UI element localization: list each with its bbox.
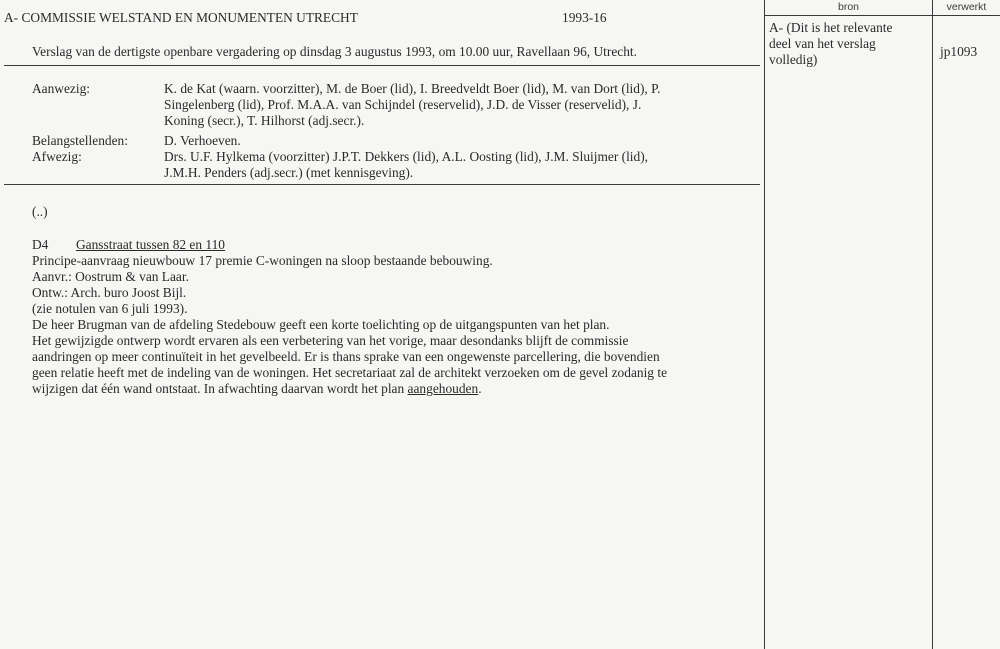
bron-header: bron <box>837 1 859 13</box>
absent-line: J.M.H. Penders (adj.secr.) (met kennisgeving). <box>164 165 414 180</box>
omission-marker: (..) <box>32 204 48 219</box>
bron-line: volledig) <box>769 52 818 67</box>
column-divider-verwerkt <box>932 0 933 649</box>
interested-label: Belangstellenden: <box>32 133 128 148</box>
present-line: Koning (secr.), T. Hilhorst (adj.secr.). <box>164 113 365 128</box>
item-address: Gansstraat tussen 82 en 110 <box>76 237 226 252</box>
present-list <box>164 81 754 129</box>
bron-note <box>769 20 929 68</box>
absent-list <box>164 149 754 181</box>
absent-line: Drs. U.F. Hylkema (voorzitter) J.P.T. Dekkers (lid), A.L. Oosting (lid), J.M. Sluijmer (lid), <box>164 149 649 164</box>
item-line: Het gewijzigde ontwerp wordt ervaren als een verbetering van het vorige, maar desondanks blijft de commissie <box>32 333 629 348</box>
present-line: Singelenberg (lid), Prof. M.A.A. van Schijndel (reservelid), J.D. de Visser (reservelid), J. <box>164 97 642 112</box>
divider-top <box>4 65 760 66</box>
document-number: 1993-16 <box>562 10 607 25</box>
commission-title: A- COMMISSIE WELSTAND EN MONUMENTEN UTRECHT <box>4 10 358 25</box>
column-divider-bron <box>764 0 765 649</box>
item-line: Aanvr.: Oostrum & van Laar. <box>32 269 189 284</box>
meeting-subtitle: Verslag van de dertigste openbare vergadering op dinsdag 3 augustus 1993, om 10.00 uur, Ravellaan 96, Utrecht. <box>32 44 637 59</box>
last-line-prefix: wijzigen dat één wand ontstaat. In afwachting daarvan wordt het plan <box>32 381 408 396</box>
item-line: (zie notulen van 6 juli 1993). <box>32 301 188 316</box>
item-body <box>32 253 667 397</box>
present-label: Aanwezig: <box>32 81 91 96</box>
bron-line: A- (Dit is het relevante <box>769 20 893 35</box>
divider-bottom <box>4 184 760 185</box>
verwerkt-header: verwerkt <box>946 1 987 13</box>
interested-value: D. Verhoeven. <box>164 133 241 148</box>
item-line: Principe-aanvraag nieuwbouw 17 premie C-woningen na sloop bestaande bebouwing. <box>32 253 493 268</box>
last-line-suffix: . <box>478 381 482 396</box>
item-line: aandringen op meer continuïteit in het gevelbeeld. Er is thans sprake van een ongewenste parcellering, die bovendien <box>32 349 660 364</box>
item-code: D4 <box>32 237 49 252</box>
item-line: Ontw.: Arch. buro Joost Bijl. <box>32 285 187 300</box>
decision-text: aangehouden <box>407 381 479 396</box>
present-line: K. de Kat (waarn. voorzitter), M. de Boer (lid), I. Breedveldt Boer (lid), M. van Dort (lid), P. <box>164 81 661 96</box>
verwerkt-code: jp1093 <box>940 44 978 59</box>
item-line: geen relatie heeft met de indeling van de woningen. Het secretariaat zal de architekt verzoeken om de gevel zodanig te <box>32 365 668 380</box>
absent-label: Afwezig: <box>32 149 82 164</box>
bron-line: deel van het verslag <box>769 36 876 51</box>
item-last-line <box>32 381 667 397</box>
item-line: De heer Brugman van de afdeling Stedebouw geeft een korte toelichting op de uitgangspunten van het plan. <box>32 317 610 332</box>
header-rule <box>765 15 1000 16</box>
